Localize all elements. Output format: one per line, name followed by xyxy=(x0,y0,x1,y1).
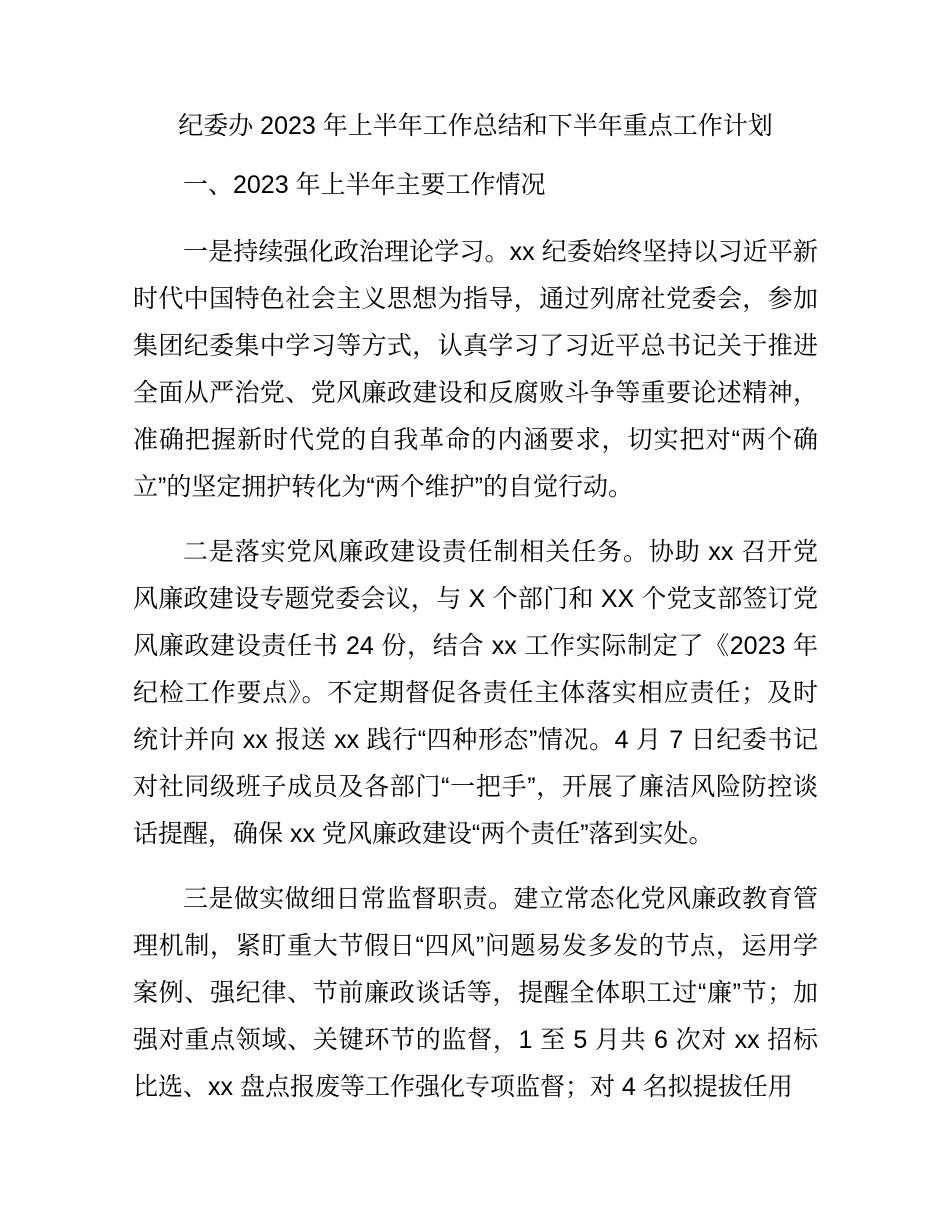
section-heading: 一、2023 年上半年主要工作情况 xyxy=(183,171,546,199)
paragraph-political-theory-study: 一是持续强化政治理论学习。xx 纪委始终坚持以习近平新时代中国特色社会主义思想为指导，通过列席社党委会，参加集团纪委集中学习等方式，认真学习了习近平总书记关于推进全面从严治党、党风廉政建设和反腐败斗争等重要论述精神，准确把握新时代党的自我革命的内涵要求，切实把对“两个确立”的坚定拥护转化为“两个维护”的自觉行动。 xyxy=(133,238,818,501)
document-title: 纪委办 2023 年上半年工作总结和下半年重点工作计划 xyxy=(178,112,773,140)
paragraph-responsibility-system: 二是落实党风廉政建设责任制相关任务。协助 xx 召开党风廉政建设专题党委会议，与 X 个部门和 XX 个党支部签订党风廉政建设责任书 24 份，结合 xx 工作实际制定了《2023 年纪检工作要点》。不定期督促各责任主体落实相应责任；及时统计并向 xx 报送 xx 践行“四种形态”情况。4 月 7 日纪委书记对社同级班子成员及各部门“一把手”，开展了廉洁风险防控谈话提醒，确保 xx 党风廉政建设“两个责任”落到实处。 xyxy=(133,538,818,848)
paragraph-daily-supervision: 三是做实做细日常监督职责。建立常态化党风廉政教育管理机制，紧盯重大节假日“四风”问题易发多发的节点，运用学案例、强纪律、节前廉政谈话等，提醒全体职工过“廉”节；加强对重点领域、关键环节的监督，1 至 5 月共 6 次对 xx 招标比选、xx 盘点报废等工作强化专项监督；对 4 名拟提拔任用 xyxy=(133,885,818,1101)
